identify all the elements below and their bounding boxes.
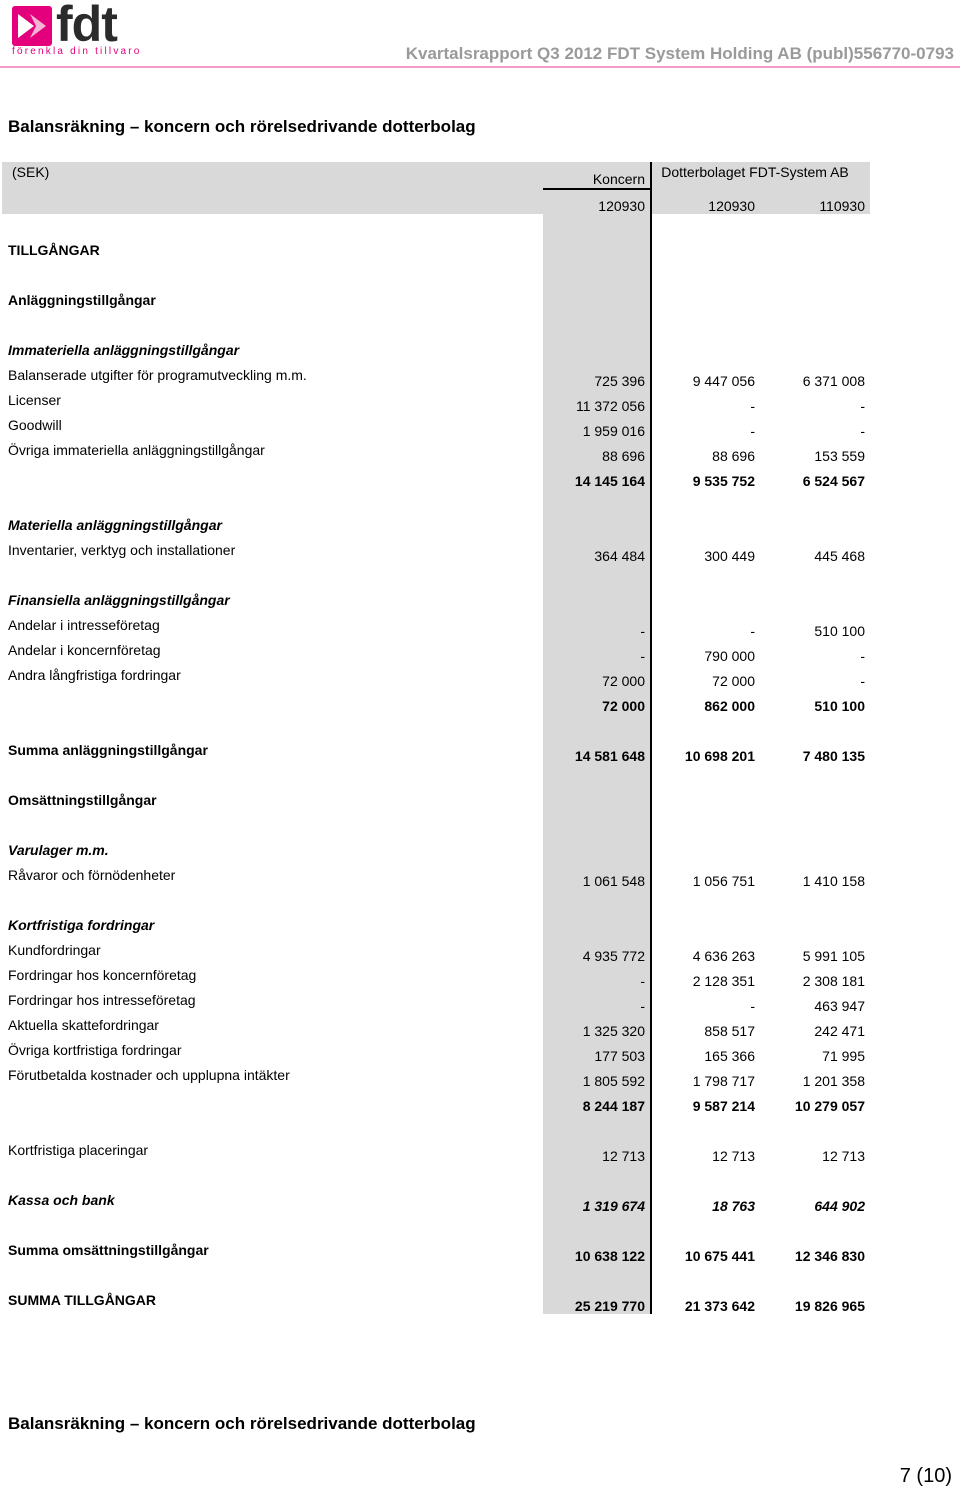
row-label-finansiella: Finansiella anläggningstillgångar (8, 592, 230, 608)
row-value-subsidiary-current: 858 517 (704, 1023, 755, 1039)
row-label: Licenser (8, 392, 61, 408)
logo-mark-icon (12, 6, 52, 46)
sum-subsidiary-current: 10 675 441 (684, 1248, 755, 1264)
row-label: Fordringar hos intresseföretag (8, 992, 196, 1008)
footer-section-title: Balansräkning – koncern och rörelsedrivande dotterbolag (8, 1414, 476, 1433)
subsidiary-header: Dotterbolaget FDT-System AB (661, 164, 849, 180)
row-value-subsidiary-previous: 644 902 (814, 1198, 865, 1214)
row-value-subsidiary-current: - (750, 998, 755, 1014)
row-label-immateriella: Immateriella anläggningstillgångar (8, 342, 240, 358)
row-label: Övriga immateriella anläggningstillgångar (8, 442, 265, 458)
koncern-underline (543, 188, 652, 190)
row-label-tillgangar: TILLGÅNGAR (8, 242, 100, 258)
subtotal-subsidiary-previous: 510 100 (814, 698, 865, 714)
row-label: Förutbetalda kostnader och upplupna intäkter (8, 1067, 290, 1083)
grand-total-koncern: 25 219 770 (574, 1298, 645, 1314)
row-value-koncern: 4 935 772 (582, 948, 645, 964)
row-value-subsidiary-previous: - (860, 673, 865, 689)
row-label: Andra långfristiga fordringar (8, 667, 181, 683)
row-value-subsidiary-current: - (750, 623, 755, 639)
row-value-subsidiary-current: 165 366 (704, 1048, 755, 1064)
row-value-subsidiary-current: 790 000 (704, 648, 755, 664)
sum-subsidiary-current: 10 698 201 (684, 748, 755, 764)
row-value-subsidiary-current: - (750, 398, 755, 414)
row-value-koncern: 1 319 674 (582, 1198, 645, 1214)
row-value-koncern: 1 325 320 (582, 1023, 645, 1039)
row-label-kortfristiga: Kortfristiga fordringar (8, 917, 155, 933)
row-label-varulager: Varulager m.m. (8, 842, 109, 858)
row-value-subsidiary-current: - (750, 423, 755, 439)
row-value-subsidiary-previous: 1 410 158 (802, 873, 865, 889)
row-value-subsidiary-previous: 1 201 358 (802, 1073, 865, 1089)
row-value-subsidiary-previous: 445 468 (814, 548, 865, 564)
row-label: Goodwill (8, 417, 62, 433)
row-value-subsidiary-previous: 242 471 (814, 1023, 865, 1039)
row-value-koncern: - (640, 973, 645, 989)
row-value-koncern: 725 396 (594, 373, 645, 389)
row-value-koncern: - (640, 623, 645, 639)
row-value-koncern: 1 959 016 (582, 423, 645, 439)
row-label: Andelar i koncernföretag (8, 642, 161, 658)
grand-total-subsidiary-previous: 19 826 965 (794, 1298, 865, 1314)
subtotal-subsidiary-current: 9 535 752 (692, 473, 755, 489)
logo-wordmark: fdt (56, 0, 117, 52)
row-value-subsidiary-current: 18 763 (712, 1198, 755, 1214)
row-value-koncern: 11 372 056 (575, 398, 645, 414)
date-koncern: 120930 (598, 198, 645, 214)
row-label-summa-omsattning: Summa omsättningstillgångar (8, 1242, 209, 1258)
row-value-subsidiary-current: 4 636 263 (692, 948, 755, 964)
report-title: Kvartalsrapport Q3 2012 FDT System Holding AB (publ)556770-0793 (405, 44, 954, 63)
row-label-summa-tillgangar: SUMMA TILLGÅNGAR (8, 1292, 157, 1308)
row-value-subsidiary-previous: - (860, 648, 865, 664)
row-value-subsidiary-current: 12 713 (712, 1148, 755, 1164)
sum-subsidiary-previous: 7 480 135 (802, 748, 865, 764)
row-label: Aktuella skattefordringar (8, 1017, 159, 1033)
row-value-subsidiary-previous: 2 308 181 (802, 973, 865, 989)
row-value-subsidiary-previous: - (860, 423, 865, 439)
row-label: Råvaror och förnödenheter (8, 867, 176, 883)
page-title: Balansräkning – koncern och rörelsedrivande dotterbolag (8, 117, 476, 136)
row-value-subsidiary-previous: - (860, 398, 865, 414)
sum-subsidiary-previous: 12 346 830 (794, 1248, 865, 1264)
row-label: Övriga kortfristiga fordringar (8, 1042, 182, 1058)
page-number: 7 (10) (899, 1465, 952, 1487)
row-label: Balanserade utgifter för programutveckling m.m. (8, 367, 307, 383)
row-value-subsidiary-current: 1 798 717 (692, 1073, 755, 1089)
currency-label: (SEK) (12, 164, 50, 180)
row-value-koncern: - (640, 648, 645, 664)
row-value-subsidiary-previous: 5 991 105 (802, 948, 865, 964)
row-value-subsidiary-current: 1 056 751 (692, 873, 755, 889)
subtotal-subsidiary-current: 9 587 214 (692, 1098, 755, 1114)
row-value-subsidiary-current: 9 447 056 (692, 373, 755, 389)
date-subsidiary-current: 120930 (708, 198, 755, 214)
row-label: Andelar i intresseföretag (8, 617, 160, 633)
row-value-subsidiary-current: 300 449 (704, 548, 755, 564)
row-label: Kortfristiga placeringar (8, 1142, 149, 1158)
row-value-subsidiary-previous: 153 559 (814, 448, 865, 464)
column-divider (650, 162, 652, 1314)
subtotal-subsidiary-previous: 6 524 567 (802, 473, 865, 489)
row-value-subsidiary-current: 88 696 (712, 448, 755, 464)
subtotal-koncern: 72 000 (602, 698, 645, 714)
row-value-subsidiary-current: 2 128 351 (692, 973, 755, 989)
row-label-summa-anlaggning: Summa anläggningstillgångar (8, 742, 208, 758)
sum-koncern: 10 638 122 (574, 1248, 645, 1264)
row-value-koncern: 88 696 (602, 448, 645, 464)
row-label-anlaggningstillgangar: Anläggningstillgångar (8, 292, 156, 308)
subtotal-subsidiary-current: 862 000 (704, 698, 755, 714)
subtotal-koncern: 8 244 187 (582, 1098, 645, 1114)
row-label: Inventarier, verktyg och installationer (8, 542, 236, 558)
row-value-koncern: 177 503 (594, 1048, 645, 1064)
subtotal-subsidiary-previous: 10 279 057 (794, 1098, 865, 1114)
row-label-kassa: Kassa och bank (8, 1192, 115, 1208)
row-value-koncern: 1 061 548 (582, 873, 645, 889)
row-value-subsidiary-previous: 12 713 (822, 1148, 865, 1164)
row-value-subsidiary-previous: 6 371 008 (802, 373, 865, 389)
row-label: Kundfordringar (8, 942, 101, 958)
row-value-subsidiary-previous: 71 995 (822, 1048, 865, 1064)
row-value-koncern: 364 484 (594, 548, 645, 564)
row-value-subsidiary-previous: 510 100 (814, 623, 865, 639)
row-label-materiella: Materiella anläggningstillgångar (8, 517, 222, 533)
sum-koncern: 14 581 648 (574, 748, 645, 764)
row-value-koncern: 72 000 (602, 673, 645, 689)
row-value-subsidiary-previous: 463 947 (814, 998, 865, 1014)
row-label: Fordringar hos koncernföretag (8, 967, 197, 983)
logo-tagline: förenkla din tillvaro (12, 46, 142, 57)
row-label-omsattning: Omsättningstillgångar (8, 792, 157, 808)
row-value-koncern: 1 805 592 (582, 1073, 645, 1089)
grand-total-subsidiary-current: 21 373 642 (684, 1298, 755, 1314)
row-value-koncern: - (640, 998, 645, 1014)
header-divider (0, 66, 960, 68)
koncern-header: Koncern (592, 171, 645, 187)
row-value-koncern: 12 713 (602, 1148, 645, 1164)
subtotal-koncern: 14 145 164 (574, 473, 645, 489)
date-subsidiary-previous: 110930 (819, 198, 865, 214)
row-value-subsidiary-current: 72 000 (712, 673, 755, 689)
